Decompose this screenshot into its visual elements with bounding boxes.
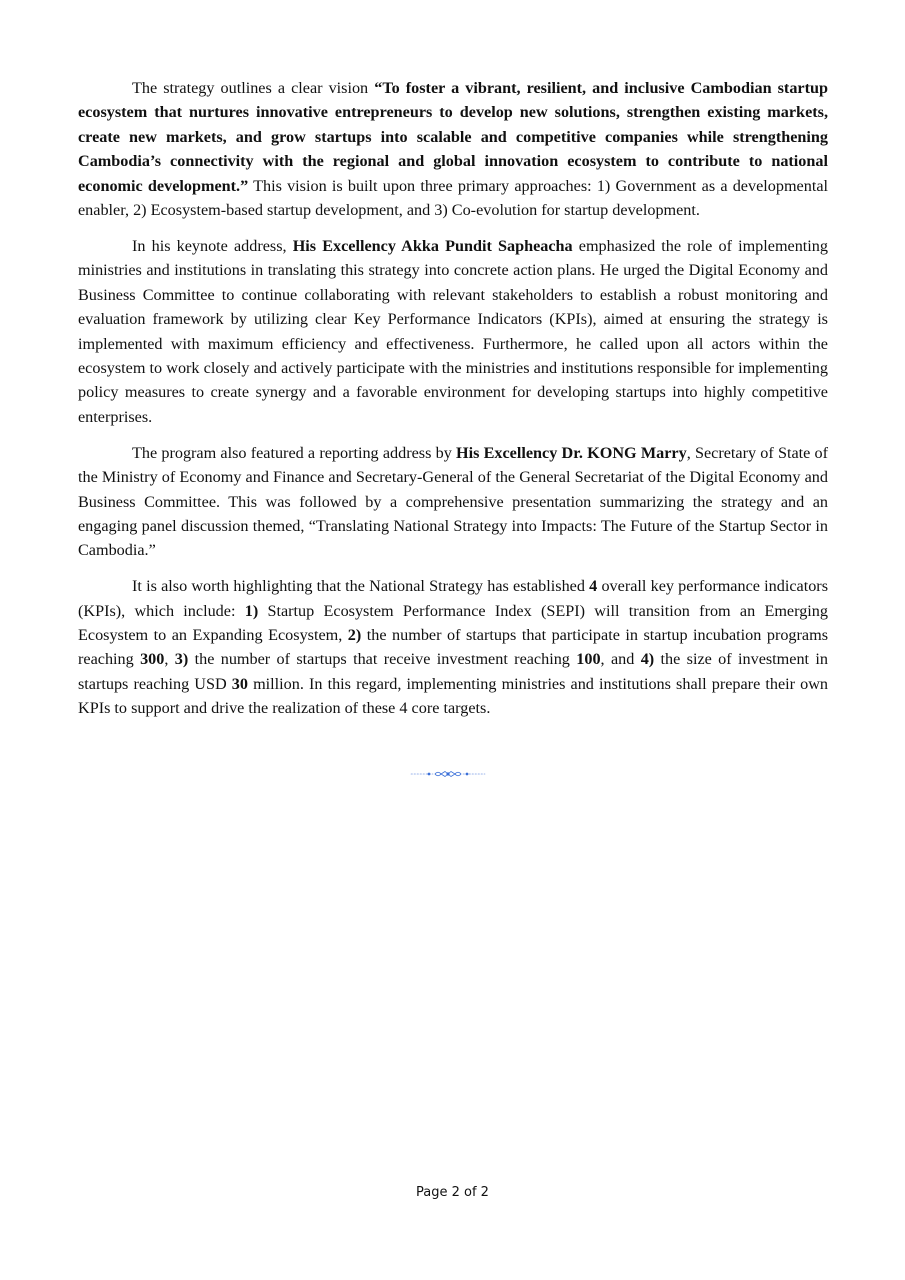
text-segment: , Secretary of State of the Ministry of Economy and Finance and Secretary-General of the General Secretariat of the Digital Economy and Business Committee. This was followed by a comprehensive presentation summarizing the strategy and an engaging panel discussion themed, “Translating National Strategy into Impacts: The Future of the Startup Sector in Cambodia.” bbox=[78, 443, 829, 560]
paragraph-vision bbox=[78, 76, 828, 222]
text-segment: It is also worth highlighting that the National Strategy has established bbox=[132, 577, 590, 596]
paragraph-kpis bbox=[78, 574, 828, 720]
text-segment: Startup Ecosystem Performance Index (SEPI) will transition from an Emerging Ecosystem to an Expanding Ecosystem, bbox=[78, 601, 828, 645]
kpi-number: 4) bbox=[640, 650, 655, 669]
text-segment: , bbox=[164, 650, 175, 669]
kpi-number: 2) bbox=[347, 626, 362, 645]
speaker-name: His Excellency Akka Pundit Sapheacha bbox=[292, 236, 573, 255]
text-segment: emphasized the role of implementing ministries and institutions in translating this strategy into concrete action plans. He urged the Digital Economy and Business Committee to continue collaborating with relevant stakeholders to establish a robust monitoring and evaluation framework by utilizing clear Key Performance Indicators (KPIs), aimed at ensuring the strategy is implemented with maximum efficiency and effectiveness. Furthermore, he called upon all actors within the ecosystem to work closely and actively participate with the ministries and institutions responsible for implementing policy measures to create synergy and a favorable environment for developing startups into highly competitive enterprises. bbox=[78, 236, 828, 426]
text-segment: the number of startups that receive investment reaching bbox=[188, 650, 577, 669]
text-segment: The strategy outlines a clear vision bbox=[132, 79, 375, 97]
document-body bbox=[78, 76, 828, 732]
text-segment: the number of startups that participate in startup incubation programs reaching bbox=[78, 626, 828, 669]
kpi-value: 300 bbox=[140, 650, 165, 669]
paragraph-reporting-address bbox=[78, 441, 828, 563]
kpi-number: 3) bbox=[174, 650, 189, 669]
speaker-name: His Excellency Dr. KONG Marry bbox=[456, 443, 687, 462]
kpi-value: 30 bbox=[231, 674, 248, 693]
text-segment: This vision is built upon three primary approaches: 1) Government as a developmental enabler, 2) Ecosystem-based startup development, and 3) Co-evolution for startup development. bbox=[78, 176, 828, 220]
kpi-count: 4 bbox=[589, 577, 598, 596]
text-segment: overall key performance indicators (KPIs), which include: bbox=[78, 577, 828, 620]
text-segment: , and bbox=[600, 650, 641, 669]
vision-statement: “To foster a vibrant, resilient, and inclusive Cambodian startup ecosystem that nurtures innovative entrepreneurs to develop new solutions, strengthen existing markets, create new markets, and grow startups into scalable and competitive companies while strengthening Cambodia’s connectivity with the regional and global innovation ecosystem to contribute to national economic development.” bbox=[78, 79, 828, 195]
page-number-footer: Page 2 of 2 bbox=[416, 1185, 489, 1200]
text-segment: In his keynote address, bbox=[132, 236, 293, 255]
text-segment: million. In this regard, implementing ministries and institutions shall prepare their own KPIs to support and drive the realization of these 4 core targets. bbox=[78, 674, 828, 718]
kpi-value: 100 bbox=[576, 650, 601, 669]
paragraph-keynote bbox=[78, 234, 828, 429]
kpi-number: 1) bbox=[244, 601, 259, 620]
divider-ornament-icon bbox=[409, 768, 487, 780]
text-segment: The program also featured a reporting address by bbox=[132, 443, 457, 462]
text-segment: the size of investment in startups reaching USD bbox=[78, 650, 828, 693]
